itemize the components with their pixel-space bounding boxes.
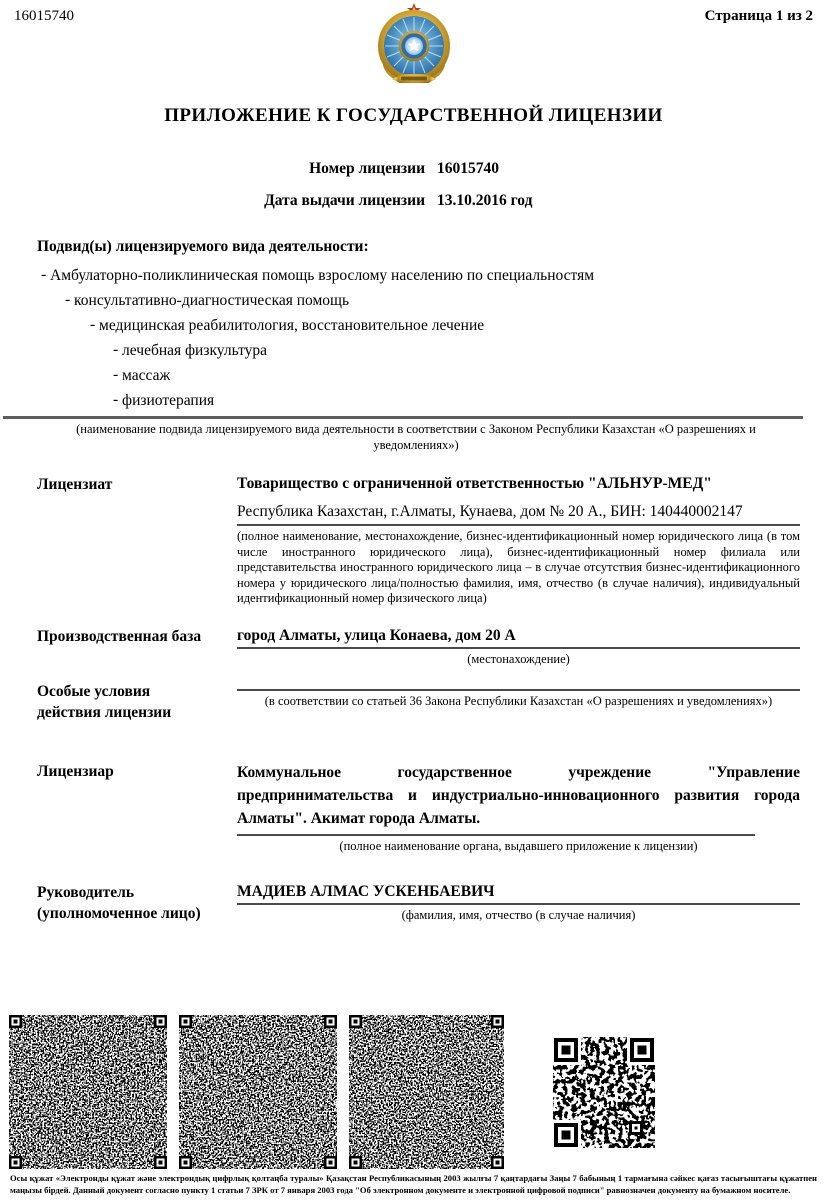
head-value-block [237, 882, 800, 924]
kazakhstan-emblem-graphic [369, 2, 459, 92]
qr-finder-top-left [554, 1038, 578, 1062]
subtype-item [0, 313, 827, 338]
license-number-row [0, 159, 827, 178]
head-label-line2: (уполномоченное лицо) [37, 904, 201, 922]
subtype-item [0, 363, 827, 388]
licensee-address: Республика Казахстан, г.Алматы, Кунаева, дом № 20 А., БИН: 140440002147 [237, 503, 743, 520]
production-base-value: город Алматы, улица Конаева, дом 20 А [237, 626, 516, 644]
head-label [37, 882, 237, 924]
license-date-label: Дата выдачи лицензии [264, 192, 425, 209]
qr-finder-top-right [630, 1038, 654, 1062]
license-meta [0, 159, 827, 210]
head-field [0, 882, 827, 924]
subtype-item-text: - лечебная физкультура [113, 341, 267, 359]
production-base-field [0, 626, 827, 668]
head-note: (фамилия, имя, отчество (в случае наличия) [401, 907, 636, 922]
subtype-item-text: - Амбулаторно-поликлиническая помощь взрослому населению по специальностям [41, 266, 594, 284]
licensor-value-block [237, 761, 800, 855]
production-base-note: (местонахождение) [467, 651, 570, 666]
subtype-item [0, 388, 827, 413]
special-conditions-label-line2: действия лицензии [37, 704, 172, 721]
document-title: ПРИЛОЖЕНИЕ К ГОСУДАРСТВЕННОЙ ЛИЦЕНЗИИ [164, 105, 663, 126]
head-label-line1: Руководитель [37, 883, 135, 901]
subtypes-rule [3, 416, 803, 419]
kazakhstan-emblem-icon [369, 2, 459, 92]
special-conditions-label [37, 681, 237, 723]
subtypes-note: (наименование подвида лицензируемого вида деятельности в соответствии с Законом Республики Казахстан «О разрешениях и уведомлениях») [76, 422, 756, 452]
subtype-item-text: - медицинская реабилитология, восстановительное лечение [90, 316, 484, 334]
special-conditions-note: (в соответствии со статьей 36 Закона Республики Казахстан «О разрешениях и уведомлениях») [264, 694, 773, 708]
qr-alignment-pattern [629, 1121, 643, 1135]
signature-codes-row [8, 1014, 659, 1170]
licensor-field [0, 761, 827, 855]
subtype-item-text: - физиотерапия [113, 391, 214, 409]
licensee-note: (полное наименование, местонахождение, бизнес-идентификационный номер юридического лица (в том числе иностранного юридического лица), бизнес-идентификационный номер филиала или представительства иностранного юридического лица – в случае отсутствия бизнес-идентификационного номера у юридического лица/полностью фамилия, имя, отчество (в случае наличия), индивидуальный идентификационный номер физического лица) [237, 529, 800, 605]
production-base-label: Производственная база [37, 627, 202, 645]
licensor-note: (полное наименование органа, выдавшего приложение к лицензии) [339, 839, 698, 853]
subtype-item [0, 263, 827, 288]
license-number-value: 16015740 [437, 160, 499, 177]
licensee-name: Товарищество с ограниченной ответственностью "АЛЬНУР-МЕД" [237, 475, 712, 492]
doc-number: 16015740 [14, 8, 74, 24]
production-base-value-block [237, 626, 800, 668]
special-conditions-label-line1: Особые условия [37, 683, 151, 700]
data-matrix-code-2 [178, 1014, 338, 1170]
licensee-value-block [237, 474, 800, 607]
special-conditions-value-block [237, 681, 800, 723]
subtypes-heading: Подвид(ы) лицензируемого вида деятельности: [37, 238, 369, 255]
special-conditions-field [0, 681, 827, 723]
subtype-item [0, 288, 827, 313]
qr-code [549, 1033, 659, 1152]
license-number-label: Номер лицензии [309, 160, 425, 177]
data-matrix-code-3 [348, 1014, 505, 1170]
subtype-item [0, 338, 827, 363]
licensee-field [0, 474, 827, 607]
license-date-row [0, 191, 827, 210]
licensee-label: Лицензиат [37, 476, 113, 493]
data-matrix-code-1 [8, 1014, 168, 1170]
qr-finder-bottom-left [554, 1123, 578, 1147]
legal-footer-text: Осы құжат «Электронды құжат және электрондық цифрлық қолтаңба туралы» Қазақстан Республикасының 2003 жылғы 7 қаңтардағы Заңы 7 бабының 1 тармағына сәйкес қағаз тасығыштағы құжатпен маңызы бірдей. Данный документ согласно пункту 1 статьи 7 ЗРК от 7 января 2003 года "Об электронном документе и электронной цифровой подписи" равнозначен документу на бумажном носителе. [10, 1173, 817, 1195]
document-body [0, 105, 827, 924]
licensor-value: Коммунальное государственное учреждение "Управление предпринимательства и индустриально-инновационного развития города Алматы". Акимат города Алматы. [237, 764, 800, 827]
license-date-value: 13.10.2016 год [437, 192, 533, 209]
subtype-item-text: - массаж [113, 366, 170, 384]
subtypes-list [0, 263, 827, 413]
subtype-item-text: - консультативно-диагностическая помощь [65, 291, 349, 309]
licensor-label: Лицензиар [37, 763, 114, 780]
page-indicator: Страница 1 из 2 [704, 8, 813, 24]
head-value: МАДИЕВ АЛМАС УСКЕНБАЕВИЧ [237, 882, 495, 900]
